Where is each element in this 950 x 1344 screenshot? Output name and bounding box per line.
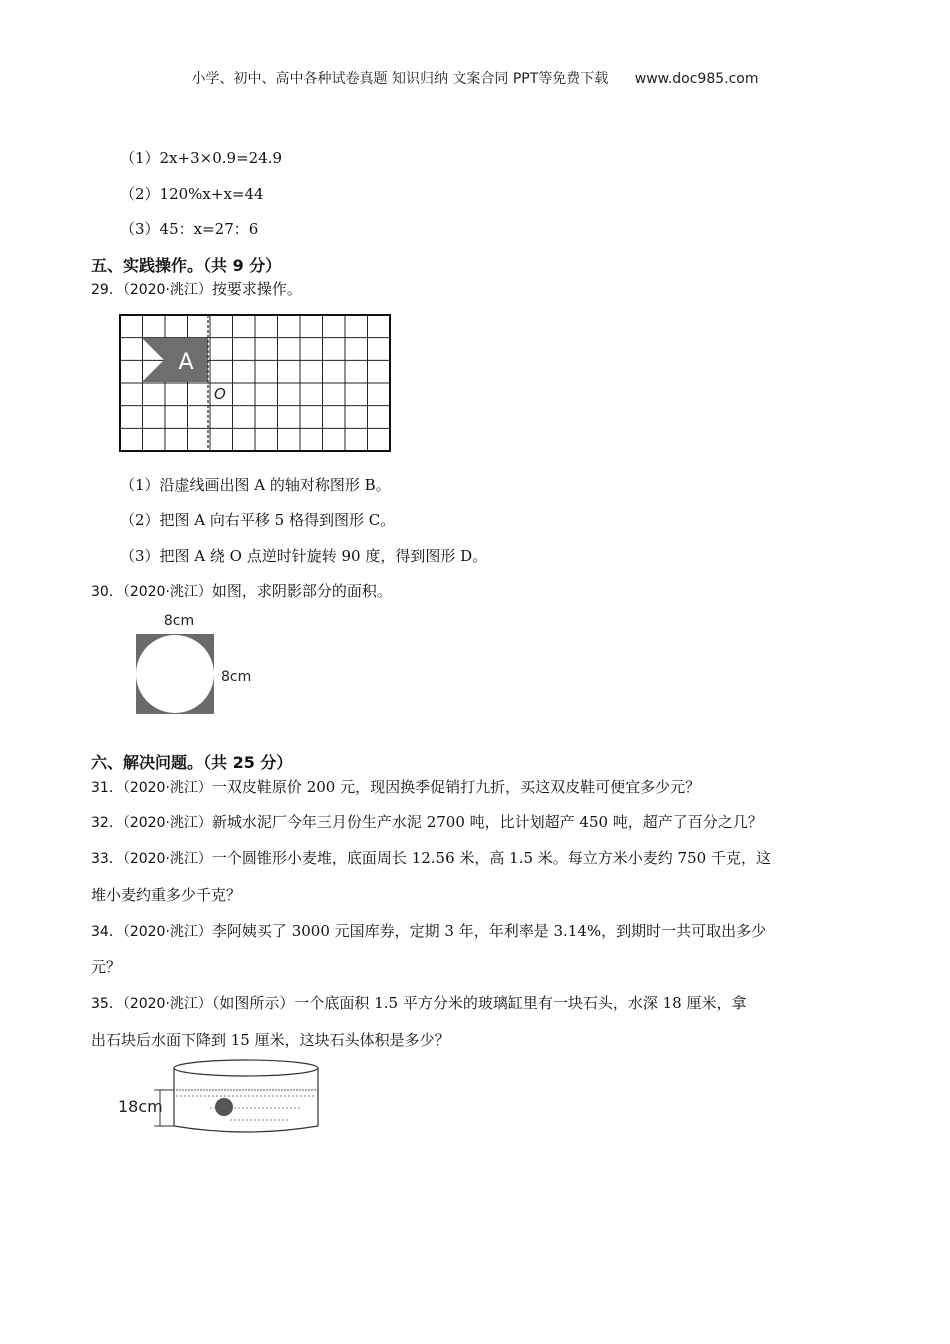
task-29-3: （3）把图 A 绕 O 点逆时针旋转 90 度，得到图形 D。 (120, 547, 488, 565)
question-number: 31． (91, 780, 123, 796)
point-o-label: O (214, 385, 226, 403)
question-number: 30． (91, 584, 123, 600)
page-header (0, 68, 950, 88)
question-source: （2020·洮江） (122, 996, 212, 1012)
question-number: 33． (91, 851, 123, 867)
stone (215, 1098, 233, 1116)
question-text: 如图，求阴影部分的面积。 (211, 582, 392, 600)
question-source: （2020·洮江） (122, 282, 212, 298)
label-top: 8cm (163, 613, 195, 629)
question-source: （2020·洮江） (122, 924, 212, 940)
question-text: 按要求操作。 (211, 280, 302, 298)
question-32 (91, 811, 763, 832)
question-35 (91, 992, 746, 1013)
label-right: 8cm (221, 669, 252, 685)
section-6-title: 六、解决问题。（共 25 分） (91, 753, 293, 772)
question-text: 新城水泥厂今年三月份生产水泥 2700 吨，比计划超产 450 吨，超产了百分之几？ (211, 813, 763, 831)
tank-rim (174, 1060, 318, 1076)
task-29-2: （2）把图 A 向右平移 5 格得到图形 C。 (120, 511, 396, 529)
depth-label: 18cm (118, 1097, 163, 1116)
question-text: 一个圆锥形小麦堆，底面周长 12.56 米，高 1.5 米。每立方米小麦约 750 千克，这 (211, 849, 771, 867)
question-33 (91, 847, 771, 868)
question-34-cont: 元？ (91, 958, 122, 976)
equation-3: （3）45：x=27：6 (120, 220, 259, 238)
question-30 (91, 580, 392, 601)
grid-figure (118, 313, 394, 455)
question-source: （2020·洮江） (122, 780, 212, 796)
header-url[interactable]: www.doc985.com (634, 71, 759, 87)
question-text: 一双皮鞋原价 200 元，现因换季促销打九折，买这双皮鞋可便宜多少元？ (211, 778, 701, 796)
inner-circle (136, 635, 214, 713)
question-source: （2020·洮江） (122, 851, 212, 867)
equation-1: （1）2x+3×0.9=24.9 (120, 149, 283, 167)
question-text: （如图所示）一个底面积 1.5 平方分米的玻璃缸里有一块石头，水深 18 厘米，拿 (211, 994, 747, 1012)
question-source: （2020·洮江） (122, 815, 212, 831)
square-circle-figure (130, 608, 260, 718)
equation-2: （2）120%x+x=44 (120, 185, 264, 203)
question-33-cont: 堆小麦约重多少千克？ (91, 886, 242, 904)
question-29 (91, 278, 302, 299)
header-text: 小学、初中、高中各种试卷真题 知识归纳 文案合同 PPT等免费下载 (191, 71, 609, 87)
question-34 (91, 920, 766, 941)
section-5-title: 五、实践操作。（共 9 分） (91, 256, 282, 275)
question-35-cont: 出石块后水面下降到 15 厘米，这块石头体积是多少？ (91, 1031, 450, 1049)
tank-body (174, 1068, 318, 1132)
tank-figure (110, 1058, 325, 1140)
shape-a-label: A (178, 350, 194, 375)
question-number: 34． (91, 924, 123, 940)
task-29-1: （1）沿虚线画出图 A 的轴对称图形 B。 (120, 476, 391, 494)
question-text: 李阿姨买了 3000 元国库券，定期 3 年，年利率是 3.14%，到期时一共可取出多少 (211, 922, 767, 940)
question-number: 35． (91, 996, 123, 1012)
question-source: （2020·洮江） (122, 584, 212, 600)
question-31 (91, 776, 700, 797)
question-number: 29． (91, 282, 123, 298)
question-number: 32． (91, 815, 123, 831)
